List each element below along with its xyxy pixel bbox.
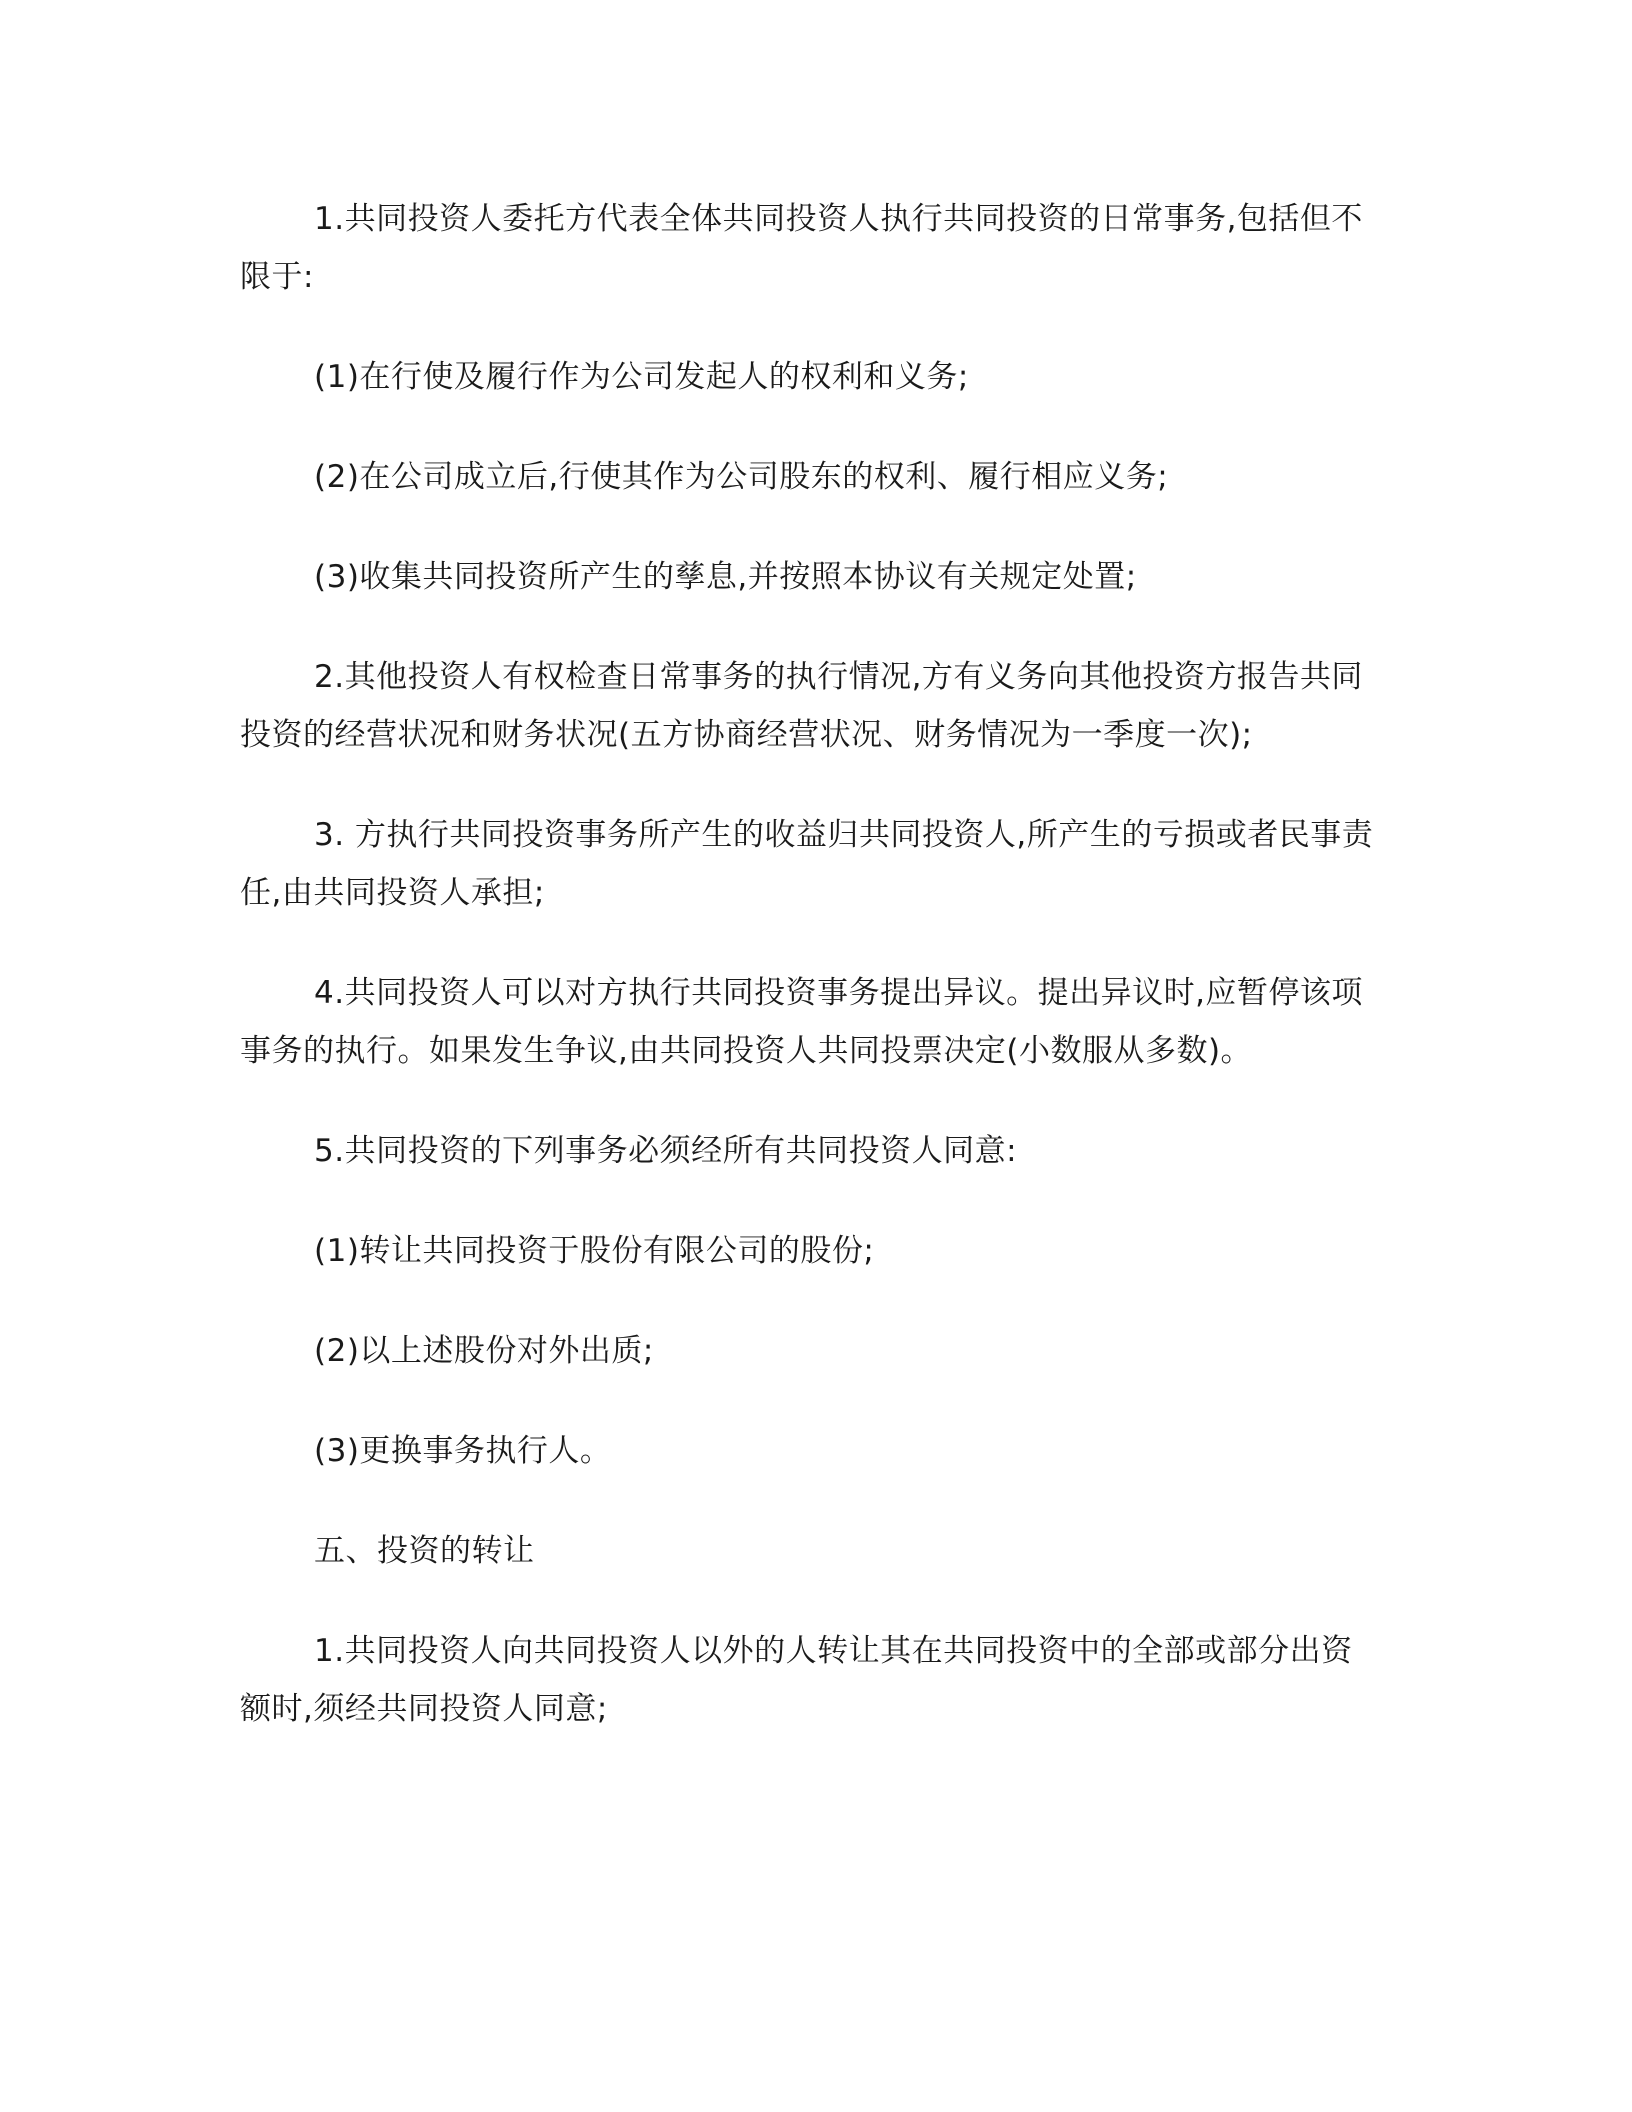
paragraph-clause-4: 4.共同投资人可以对方执行共同投资事务提出异议。提出异议时,应暂停该项事务的执行。如果发生争议,由共同投资人共同投票决定(小数服从多数)。 xyxy=(240,975,1363,1069)
paragraph-clause-5: 5.共同投资的下列事务必须经所有共同投资人同意: xyxy=(314,1133,1018,1169)
paragraph-clause-1: 1.共同投资人委托方代表全体共同投资人执行共同投资的日常事务,包括但不限于: xyxy=(240,201,1363,295)
paragraph-transfer-clause-1: 1.共同投资人向共同投资人以外的人转让其在共同投资中的全部或部分出资额时,须经共同投资人同意; xyxy=(240,1633,1353,1727)
paragraph-clause-5-item-2: (2)以上述股份对外出质; xyxy=(314,1333,654,1369)
paragraph-clause-5-item-1: (1)转让共同投资于股份有限公司的股份; xyxy=(314,1233,875,1269)
paragraph-clause-1-item-2: (2)在公司成立后,行使其作为公司股东的权利、履行相应义务; xyxy=(314,459,1169,495)
section-heading: 五、投资的转让 xyxy=(314,1533,535,1569)
paragraph-clause-2: 2.其他投资人有权检查日常事务的执行情况,方有义务向其他投资方报告共同投资的经营状况和财务状况(五方协商经营状况、财务情况为一季度一次); xyxy=(240,659,1363,753)
document-page xyxy=(240,190,1380,1780)
paragraph-clause-1-item-3: (3)收集共同投资所产生的孳息,并按照本协议有关规定处置; xyxy=(314,559,1137,595)
paragraph-clause-1-item-1: (1)在行使及履行作为公司发起人的权利和义务; xyxy=(314,359,969,395)
paragraph-clause-3: 3. 方执行共同投资事务所产生的收益归共同投资人,所产生的亏损或者民事责任,由共同投资人承担; xyxy=(240,817,1374,911)
paragraph-clause-5-item-3: (3)更换事务执行人。 xyxy=(314,1433,612,1469)
